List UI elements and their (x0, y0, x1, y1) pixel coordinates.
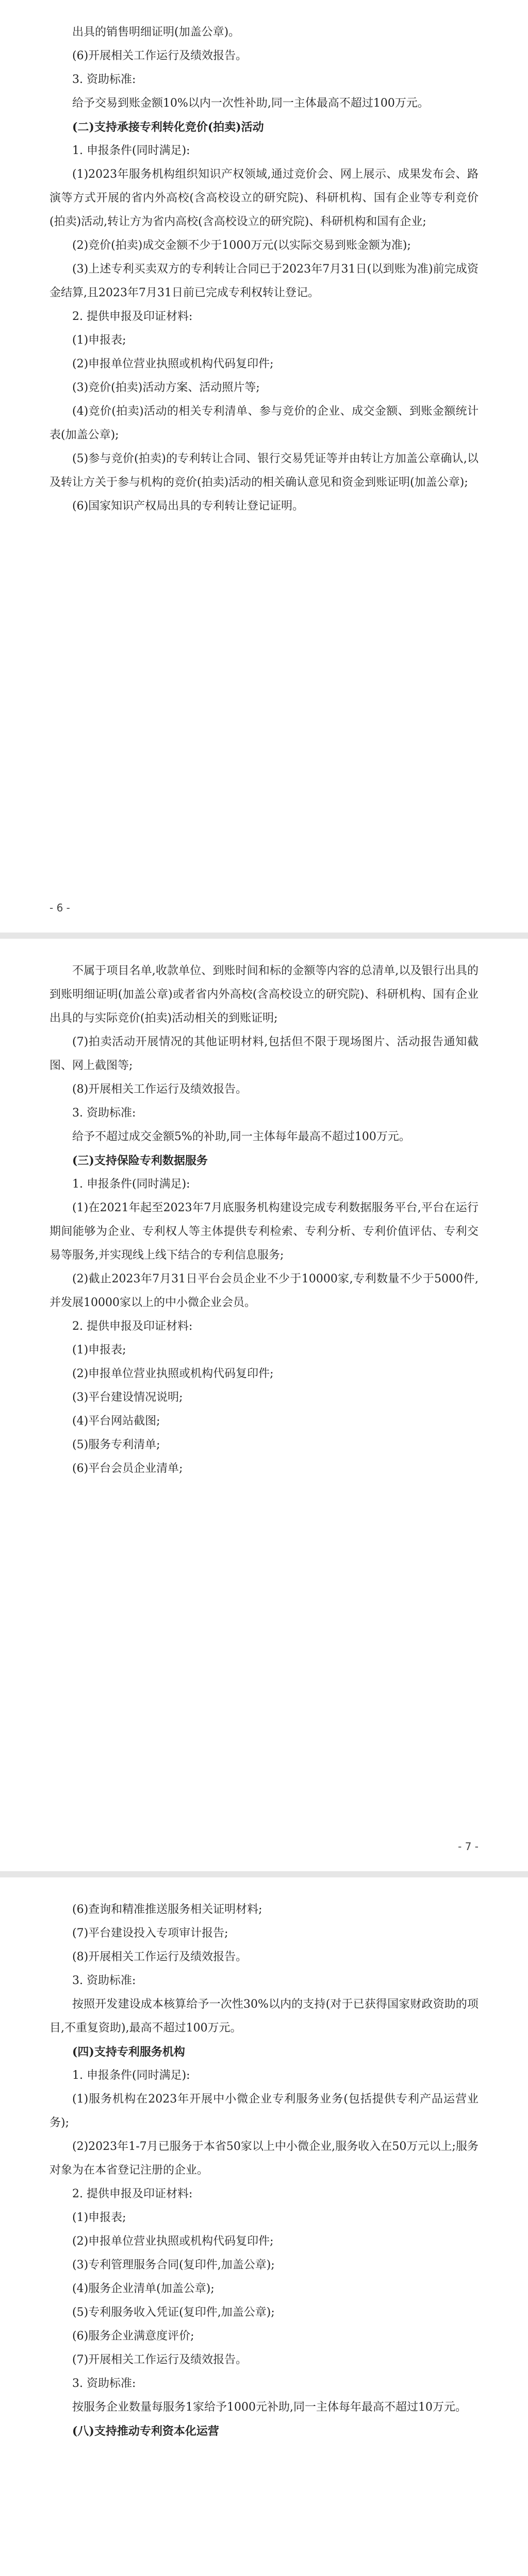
paragraph: 按服务企业数量每服务1家给予1000元补助,同一主体每年最高不超过10万元。 (72, 2401, 467, 2414)
paragraph: (1)在2021年起至2023年7月底服务机构建设完成专利数据服务平台,平台在运行期间能够为企业、专利权人等主体提供专利检索、专利分析、专利价值评估、专利交易等服务,并实现线上线下结合的专利信息服务; (50, 1201, 478, 1262)
paragraph: (8)开展相关工作运行及绩效报告。 (72, 1951, 248, 1963)
paragraph: (6)查询和精准推送服务相关证明材料; (72, 1903, 262, 1916)
paragraph: 不属于项目名单,收款单位、到账时间和标的金额等内容的总清单,以及银行出具的到账明细证明(加盖公章)或者省内外高校(含高校设立的研究院)、科研机构、国有企业出具的与实际竞价(拍卖)活动相关的到账证明; (50, 964, 478, 1025)
paragraph: (2)申报单位营业执照或机构代码复印件; (72, 358, 274, 370)
page-separator (0, 1871, 528, 1877)
paragraph: 3. 资助标准: (72, 73, 136, 86)
paragraph: (3)竞价(拍卖)活动方案、活动照片等; (72, 381, 260, 394)
paragraph: 2. 提供申报及印证材料: (72, 1320, 193, 1333)
paragraph: (3)平台建设情况说明; (72, 1391, 183, 1404)
section-heading: (二)支持承接专利转化竞价(拍卖)活动 (72, 121, 264, 134)
paragraph: 1. 申报条件(同时满足): (72, 144, 190, 157)
paragraph: 给予交易到账金额10%以内一次性补助,同一主体最高不超过100万元。 (72, 97, 429, 110)
document-page (0, 0, 528, 933)
paragraph: 3. 资助标准: (72, 2377, 136, 2390)
paragraph: (1)2023年服务机构组织知识产权领域,通过竞价会、网上展示、成果发布会、路演等方式开展的省内外高校(含高校设立的研究院)、科研机构、国有企业等专利竞价(拍卖)活动,转让方为省内高校(含高校设立的研究院)、科研机构和国有企业; (50, 168, 478, 228)
page-number: - 7 - (458, 1840, 478, 1853)
page-body (50, 21, 478, 518)
paragraph: (4)服务企业清单(加盖公章); (72, 2282, 214, 2295)
paragraph: (7)拍卖活动开展情况的其他证明材料,包括但不限于现场图片、活动报告通知截图、网上截图等; (50, 1036, 478, 1072)
paragraph: (6)国家知识产权局出具的专利转让登记证明。 (72, 500, 304, 513)
paragraph: 2. 提供申报及印证材料: (72, 2188, 193, 2200)
document-page (0, 939, 528, 1871)
paragraph: (6)平台会员企业清单; (72, 1462, 183, 1475)
paragraph: (4)竞价(拍卖)活动的相关专利清单、参与竞价的企业、成交金额、到账金额统计表(加盖公章); (50, 405, 478, 442)
paragraph: 给予不超过成交金额5%的补助,同一主体每年最高不超过100万元。 (72, 1130, 410, 1143)
paragraph: (5)参与竞价(拍卖)的专利转让合同、银行交易凭证等并由转让方加盖公章确认,以及转让方关于参与机构的竞价(拍卖)活动的相关确认意见和资金到账证明(加盖公章); (50, 452, 478, 489)
paragraph: (3)专利管理服务合同(复印件,加盖公章); (72, 2259, 275, 2272)
paragraph: (1)申报表; (72, 334, 126, 347)
paragraph: (8)开展相关工作运行及绩效报告。 (72, 1083, 248, 1096)
paragraph: (4)平台网站截图; (72, 1415, 160, 1428)
section-heading: (四)支持专利服务机构 (72, 2045, 185, 2059)
paragraph: (6)开展相关工作运行及绩效报告。 (72, 49, 248, 62)
paragraph: (2)截止2023年7月31日平台会员企业不少于10000家,专利数量不少于5000件,并发展10000家以上的中小微企业会员。 (50, 1273, 478, 1309)
paragraph: 1. 申报条件(同时满足): (72, 2069, 190, 2082)
page-body (50, 1898, 478, 2443)
paragraph: 1. 申报条件(同时满足): (72, 1178, 190, 1191)
document-page (0, 1877, 528, 2576)
page-number: - 6 - (50, 902, 70, 914)
paragraph: (7)开展相关工作运行及绩效报告。 (72, 2353, 248, 2366)
paragraph: 3. 资助标准: (72, 1974, 136, 1987)
paragraph: (2)申报单位营业执照或机构代码复印件; (72, 2235, 274, 2248)
paragraph: 出具的销售明细证明(加盖公章)。 (72, 26, 240, 39)
paragraph: (2)2023年1-7月已服务于本省50家以上中小微企业,服务收入在50万元以上;服务对象为在本省登记注册的企业。 (50, 2140, 478, 2177)
paragraph: (3)上述专利买卖双方的专利转让合同已于2023年7月31日(以到账为准)前完成资金结算,且2023年7月31日前已完成专利权转让登记。 (50, 263, 478, 299)
paragraph: (5)专利服务收入凭证(复印件,加盖公章); (72, 2306, 275, 2319)
section-heading: (三)支持保险专利数据服务 (72, 1154, 208, 1167)
paragraph: (1)服务机构在2023年开展中小微企业专利服务业务(包括提供专利产品运营业务); (50, 2093, 478, 2129)
paragraph: (2)竞价(拍卖)成交金额不少于1000万元(以实际交易到账金额为准); (72, 239, 411, 252)
paragraph: (1)申报表; (72, 2211, 126, 2224)
section-heading: (八)支持推动专利资本化运营 (72, 2425, 219, 2438)
paragraph: (7)平台建设投入专项审计报告; (72, 1927, 228, 1940)
page-body (50, 959, 478, 1481)
paragraph: 3. 资助标准: (72, 1107, 136, 1120)
paragraph: (1)申报表; (72, 1344, 126, 1357)
paragraph: (5)服务专利清单; (72, 1438, 160, 1451)
paragraph: 按照开发建设成本核算给予一次性30%以内的支持(对于已获得国家财政资助的项目,不重复资助),最高不超过100万元。 (50, 1998, 478, 2035)
paragraph: 2. 提供申报及印证材料: (72, 310, 193, 323)
paragraph: (6)服务企业满意度评价; (72, 2330, 194, 2343)
paragraph: (2)申报单位营业执照或机构代码复印件; (72, 1367, 274, 1380)
page-separator (0, 933, 528, 939)
